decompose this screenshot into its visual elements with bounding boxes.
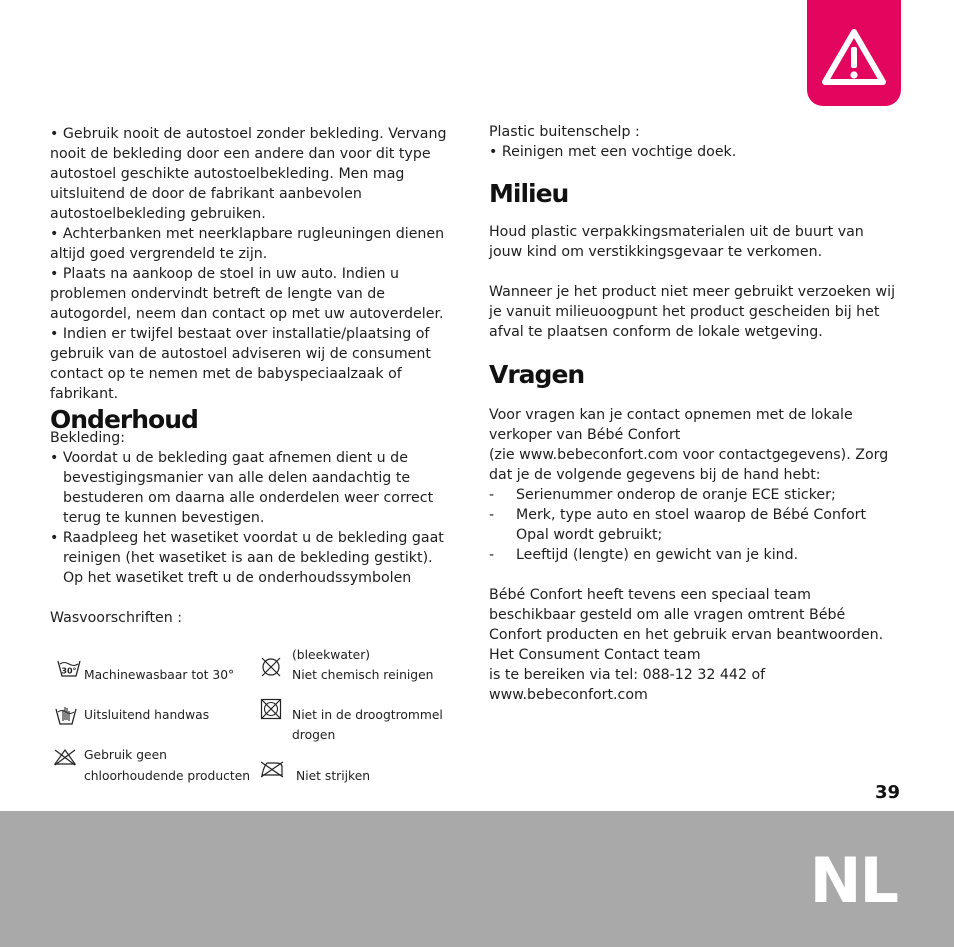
warning-tab [807,0,901,106]
intro-item: • Indien er twijfel bestaat over installatie/plaatsing of gebruik van de autostoel adviseren wij de consument contact op te nemen met de babyspeciaalzaak of fabrikant. [50,326,431,402]
wash-30-icon [57,658,81,678]
plastic-item: • Reinigen met een vochtige doek. [489,144,737,160]
no-bleach-label-2: chloorhoudende producten [84,769,251,783]
intro-item: • Gebruik nooit de autostoel zonder bekleding. Vervang nooit de bekleding door een andere dan voor dit type autostoel geschikte autostoelbekleding. Men mag uitsluitend de door de fabrikant aanbevolen autostoelbekleding gebruiken. [50,126,447,222]
vragen-paragraph: Voor vragen kan je contact opnemen met de lokale verkoper van Bébé Confort [489,407,853,443]
page-number: 39 [875,782,901,803]
bekleding-label: Bekleding: [50,430,126,446]
intro-item: • Achterbanken met neerklapbare rugleuningen dienen altijd goed vergrendeld te zijn. [50,226,445,262]
no-tumble-dry-icon [260,698,282,720]
warning-icon [821,28,887,86]
hand-wash-icon [54,703,78,725]
team-url[interactable]: www.bebeconfort.com [489,687,648,703]
no-iron-label: Niet strijken [296,769,371,783]
no-bleach-label-1: Gebruik geen [84,748,167,762]
right-column [489,122,899,705]
wash-temp-label: 30° [61,666,77,676]
no-tumble-dry-label-1: Niet in de droogtrommel [292,708,443,722]
bekleding-item: • Voordat u de bekleding gaat afnemen dient u de bevestigingsmanier van alle delen aandachtig te bestuderen om daarna alle onderdelen weer correct terug te kunnen bevestigen. [50,450,434,526]
left-column [50,124,452,628]
no-tumble-dry-label-2: drogen [292,728,336,742]
plastic-label: Plastic buitenschelp : [489,124,640,140]
vragen-paragraph: (zie www.bebeconfort.com voor contactgegevens). Zorg dat je de volgende gegevens bij de hand hebt: [489,447,889,483]
no-dry-clean-label: Niet chemisch reinigen [292,668,434,682]
onderhoud-heading: Onderhoud [50,405,198,434]
team-paragraph: Bébé Confort heeft tevens een speciaal team beschikbaar gesteld om alle vragen omtrent Bébé Confort producten en het gebruik ervan beantwoorden. [489,587,884,643]
milieu-paragraph: Houd plastic verpakkingsmaterialen uit de buurt van jouw kind om verstikkingsgevaar te verkomen. [489,224,864,260]
no-dry-clean-icon [260,656,282,678]
team-phone: is te bereiken via tel: 088-12 32 442 of [489,667,766,683]
intro-item: • Plaats na aankoop de stoel in uw auto. Indien u problemen ondervindt betreft de lengte van de autogordel, neem dan contact op met uw autoverdeler. [50,266,444,322]
bekleding-item: • Raadpleeg het wasetiket voordat u de bekleding gaat reinigen (het wasetiket is aan de bekleding gestikt). Op het wasetiket treft u de onderhoudssymbolen [50,530,444,586]
milieu-heading: Milieu [489,179,569,208]
vragen-heading: Vragen [489,360,585,389]
hand-wash-label: Uitsluitend handwas [84,708,210,722]
no-iron-icon [259,760,285,778]
wasvoorschriften-label: Wasvoorschriften : [50,610,183,626]
wash-machine-label: Machinewasbaar tot 30° [84,668,235,682]
language-code: NL [809,844,897,917]
vragen-list-item: - Merk, type auto en stoel waarop de Bébé Confort Opal wordt gebruikt; [489,507,867,543]
dry-clean-note: (bleekwater) [292,648,371,662]
team-name: Het Consument Contact team [489,647,701,663]
vragen-list-item: - Serienummer onderop de oranje ECE sticker; [489,487,836,503]
vragen-list-item: - Leeftijd (lengte) en gewicht van je kind. [489,547,799,563]
no-bleach-icon [53,748,77,766]
milieu-paragraph: Wanneer je het product niet meer gebruikt verzoeken wij je vanuit milieuoogpunt het product gescheiden bij het afval te plaatsen conform de lokale wetgeving. [489,284,896,340]
